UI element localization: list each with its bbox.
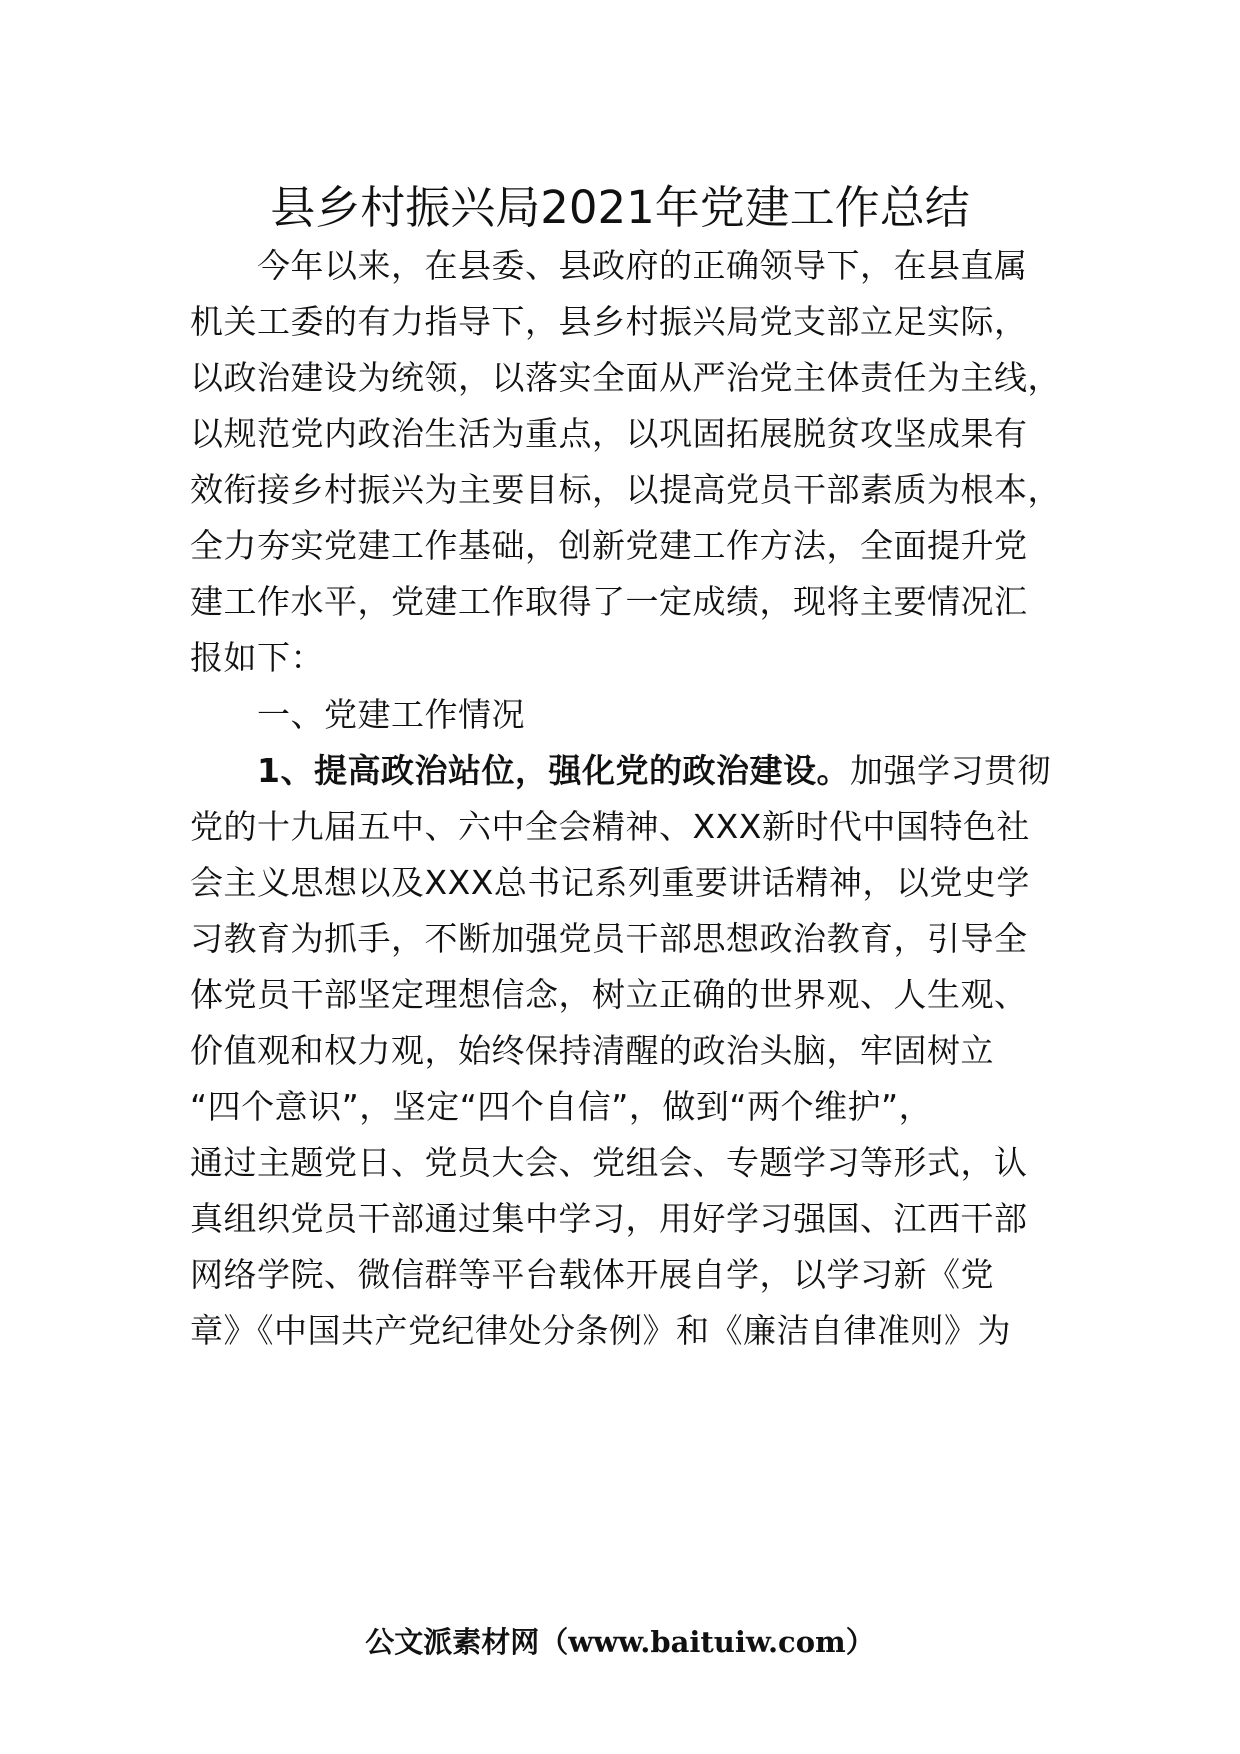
body-line: 效衔接乡村振兴为主要目标，以提高党员干部素质为根本， bbox=[190, 470, 1061, 509]
body-line: 习教育为抓手，不断加强党员干部思想政治教育，引导全 bbox=[190, 919, 1028, 958]
section-heading: 一、党建工作情况 bbox=[190, 695, 525, 734]
body-line: 建工作水平，党建工作取得了一定成绩，现将主要情况汇 bbox=[190, 582, 1028, 621]
body-line: 机关工委的有力指导下，县乡村振兴局党支部立足实际， bbox=[190, 302, 1028, 341]
body-line: 章》《中国共产党纪律处分条例》和《廉洁自律准则》为 bbox=[190, 1311, 1011, 1350]
body-line: 会主义思想以及XXX总书记系列重要讲话精神，以党史学 bbox=[190, 863, 1030, 902]
body-line: 真组织党员干部通过集中学习，用好学习强国、江西干部 bbox=[190, 1199, 1028, 1238]
body-line: 通过主题党日、党员大会、党组会、专题学习等形式，认 bbox=[190, 1143, 1028, 1182]
body-line: 以政治建设为统领，以落实全面从严治党主体责任为主线， bbox=[190, 358, 1061, 397]
body-line: “四个意识”，坚定“四个自信”，做到“两个维护”， bbox=[190, 1087, 933, 1126]
subsection-heading: 1、提高政治站位，强化党的政治建设。 bbox=[190, 751, 850, 790]
page-title: 县乡村振兴局2021年党建工作总结 bbox=[270, 181, 970, 234]
body-line: 全力夯实党建工作基础，创新党建工作方法，全面提升党 bbox=[190, 526, 1028, 565]
subsection-line bbox=[190, 749, 1051, 793]
body-line: 体党员干部坚定理想信念，树立正确的世界观、人生观、 bbox=[190, 975, 1028, 1014]
body-line: 党的十九届五中、六中全会精神、XXX新时代中国特色社 bbox=[190, 807, 1030, 846]
body-line: 报如下： bbox=[190, 638, 324, 677]
subsection-text: 加强学习贯彻 bbox=[849, 751, 1051, 790]
body-line: 价值观和权力观，始终保持清醒的政治头脑，牢固树立 bbox=[190, 1031, 994, 1070]
body-line: 网络学院、微信群等平台载体开展自学，以学习新《党 bbox=[190, 1255, 994, 1294]
footer-watermark: 公文派素材网（www.baituiw.com） bbox=[365, 1625, 875, 1659]
body-line: 以规范党内政治生活为重点，以巩固拓展脱贫攻坚成果有 bbox=[190, 414, 1028, 453]
body-line: 今年以来，在县委、县政府的正确领导下，在县直属 bbox=[190, 246, 1028, 285]
